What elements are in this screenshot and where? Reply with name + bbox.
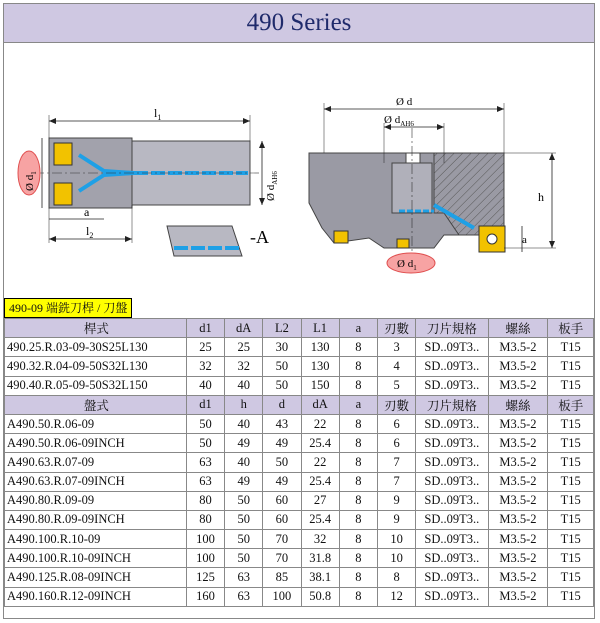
table-cell: 150 [301,376,339,395]
insert-icon [334,231,348,243]
table-cell: 490.32.R.04-09-50S32L130 [5,357,187,376]
table-cell: 8 [339,357,377,376]
table-cell: M3.5-2 [488,549,548,568]
column-header: 刃數 [377,395,415,414]
insert-icon [397,239,409,248]
table-cell: A490.100.R.10-09 [5,530,187,549]
column-header: d1 [186,319,224,338]
table-cell: A490.63.R.07-09INCH [5,472,187,491]
dAH6-top-label: Ø $d_{AH6}$ [384,114,414,128]
table-cell: T15 [548,530,594,549]
holders-header-row [5,319,594,338]
table-cell: 6 [377,434,415,453]
table-cell: 50 [225,510,263,529]
column-header: 刀片規格 [416,395,488,414]
table-cell: 40 [225,376,263,395]
table-cell: M3.5-2 [488,568,548,587]
l1-label: $l_1$ [154,106,162,122]
section-a-drawing [167,226,242,256]
table-cell: 490.40.R.05-09-50S32L150 [5,376,187,395]
table-cell: 49 [263,434,301,453]
table-cell: 12 [377,587,415,606]
table-cell: T15 [548,376,594,395]
table-cell: 100 [263,587,301,606]
table-cell: SD..09T3.. [416,434,488,453]
table-cell: 100 [186,530,224,549]
table-cell: SD..09T3.. [416,357,488,376]
table-cell: SD..09T3.. [416,549,488,568]
table-cell: 25 [186,338,224,357]
d1-left-label: Ø $d_1$ [24,171,38,191]
table-cell: M3.5-2 [488,376,548,395]
table-cell: 25.4 [301,510,339,529]
table-cell: 160 [186,587,224,606]
table-cell: 8 [339,338,377,357]
table-cell: 7 [377,453,415,472]
spec-table [4,318,594,607]
insert-icon [54,143,72,165]
table-cell: 8 [339,510,377,529]
table-cell: 130 [301,357,339,376]
column-header: 桿式 [5,319,187,338]
a-left-label: a [84,205,90,219]
table-cell: M3.5-2 [488,510,548,529]
table-cell: SD..09T3.. [416,414,488,433]
series-caption: 490-09 端銑刀桿 / 刀盤 [4,298,132,318]
table-cell: SD..09T3.. [416,510,488,529]
table-cell: 25.4 [301,434,339,453]
table-cell: 8 [339,587,377,606]
table-cell: SD..09T3.. [416,472,488,491]
table-cell: A490.63.R.07-09 [5,453,187,472]
table-cell: 6 [377,414,415,433]
table-cell: M3.5-2 [488,357,548,376]
column-header: dA [225,319,263,338]
column-header: dA [301,395,339,414]
table-cell: 10 [377,530,415,549]
table-cell: 49 [225,434,263,453]
table-cell: 8 [377,568,415,587]
column-header: h [225,395,263,414]
column-header: d [263,395,301,414]
column-header: a [339,319,377,338]
table-cell: M3.5-2 [488,453,548,472]
table-cell: T15 [548,453,594,472]
table-cell: 9 [377,491,415,510]
d1-bottom-label: Ø $d_1$ [397,258,417,272]
table-cell: A490.80.R.09-09 [5,491,187,510]
table-row [5,568,594,587]
table-cell: 80 [186,510,224,529]
table-cell: 25 [225,338,263,357]
table-row [5,338,594,357]
page-title: 490 Series [4,4,594,43]
table-cell: 63 [225,568,263,587]
table-cell: T15 [548,510,594,529]
table-cell: 10 [377,549,415,568]
table-cell: 50 [263,376,301,395]
table-cell: A490.125.R.08-09INCH [5,568,187,587]
table-cell: 31.8 [301,549,339,568]
table-cell: SD..09T3.. [416,587,488,606]
table-cell: A490.100.R.10-09INCH [5,549,187,568]
table-row [5,453,594,472]
table-cell: 22 [301,414,339,433]
table-cell: 50 [186,434,224,453]
table-row [5,549,594,568]
a-right-label: a [522,234,527,246]
table-cell: 60 [263,491,301,510]
table-row [5,530,594,549]
table-cell: 50 [263,453,301,472]
table-cell: 50 [225,549,263,568]
table-cell: 60 [263,510,301,529]
table-cell: M3.5-2 [488,491,548,510]
d-top-label: Ø d [396,96,413,108]
shank-holder-drawing [34,138,259,208]
table-cell: 32 [186,357,224,376]
table-cell: T15 [548,338,594,357]
table-cell: 9 [377,510,415,529]
table-cell: 32 [225,357,263,376]
table-cell: 49 [263,472,301,491]
technical-drawing [4,43,594,298]
column-header: 板手 [548,319,594,338]
table-cell: 8 [339,414,377,433]
table-cell: SD..09T3.. [416,376,488,395]
table-cell: M3.5-2 [488,472,548,491]
table-cell: 8 [339,376,377,395]
table-cell: 49 [225,472,263,491]
table-cell: 8 [339,453,377,472]
table-row [5,472,594,491]
table-cell: 50 [186,414,224,433]
table-cell: 22 [301,453,339,472]
table-cell: 3 [377,338,415,357]
table-cell: 490.25.R.03-09-30S25L130 [5,338,187,357]
column-header: 刃數 [377,319,415,338]
column-header: L2 [263,319,301,338]
table-cell: 70 [263,530,301,549]
table-cell: 40 [225,414,263,433]
column-header: 刀片規格 [416,319,488,338]
table-row [5,434,594,453]
table-cell: SD..09T3.. [416,453,488,472]
table-cell: 30 [263,338,301,357]
table-cell: 100 [186,549,224,568]
table-row [5,376,594,395]
table-cell: SD..09T3.. [416,491,488,510]
table-row [5,357,594,376]
table-cell: T15 [548,568,594,587]
table-cell: M3.5-2 [488,414,548,433]
column-header: d1 [186,395,224,414]
table-cell: M3.5-2 [488,530,548,549]
table-cell: 7 [377,472,415,491]
section-a-label: -A [250,227,269,247]
table-cell: A490.50.R.06-09 [5,414,187,433]
column-header: 盤式 [5,395,187,414]
table-cell: 125 [186,568,224,587]
table-cell: 8 [339,568,377,587]
column-header: a [339,395,377,414]
table-cell: SD..09T3.. [416,338,488,357]
table-row [5,414,594,433]
table-cell: 63 [225,587,263,606]
table-row [5,491,594,510]
table-cell: T15 [548,434,594,453]
table-cell: T15 [548,491,594,510]
table-cell: T15 [548,549,594,568]
column-header: 板手 [548,395,594,414]
table-cell: M3.5-2 [488,434,548,453]
table-cell: 32 [301,530,339,549]
table-cell: 50 [263,357,301,376]
dAh6-left-label: Ø $d_{AH6}$ [265,171,279,201]
table-cell: 8 [339,434,377,453]
column-header: L1 [301,319,339,338]
table-cell: 50.8 [301,587,339,606]
table-cell: 85 [263,568,301,587]
table-cell: M3.5-2 [488,587,548,606]
table-cell: SD..09T3.. [416,530,488,549]
table-row [5,587,594,606]
table-cell: SD..09T3.. [416,568,488,587]
table-cell: A490.80.R.09-09INCH [5,510,187,529]
table-cell: 50 [225,491,263,510]
column-header: 螺絲 [488,319,548,338]
table-cell: T15 [548,414,594,433]
table-cell: 43 [263,414,301,433]
table-cell: 8 [339,549,377,568]
table-cell: 8 [339,530,377,549]
table-cell: 27 [301,491,339,510]
table-cell: 70 [263,549,301,568]
face-mill-drawing [309,128,505,268]
table-cell: 63 [186,453,224,472]
table-cell: A490.50.R.06-09INCH [5,434,187,453]
table-cell: T15 [548,472,594,491]
table-cell: 38.1 [301,568,339,587]
table-cell: 8 [339,491,377,510]
l2-label: $l_2$ [86,224,94,240]
table-cell: A490.160.R.12-09INCH [5,587,187,606]
h-label: h [538,190,544,204]
table-cell: 40 [225,453,263,472]
table-cell: 130 [301,338,339,357]
table-cell: 4 [377,357,415,376]
cutters-header-row [5,395,594,414]
table-cell: M3.5-2 [488,338,548,357]
table-cell: 80 [186,491,224,510]
insert-icon [54,183,72,205]
table-row [5,510,594,529]
table-cell: T15 [548,357,594,376]
table-cell: 5 [377,376,415,395]
table-cell: 25.4 [301,472,339,491]
table-cell: T15 [548,587,594,606]
spec-table-body [5,319,594,607]
table-cell: 50 [225,530,263,549]
table-cell: 40 [186,376,224,395]
table-cell: 63 [186,472,224,491]
table-cell: 8 [339,472,377,491]
column-header: 螺絲 [488,395,548,414]
